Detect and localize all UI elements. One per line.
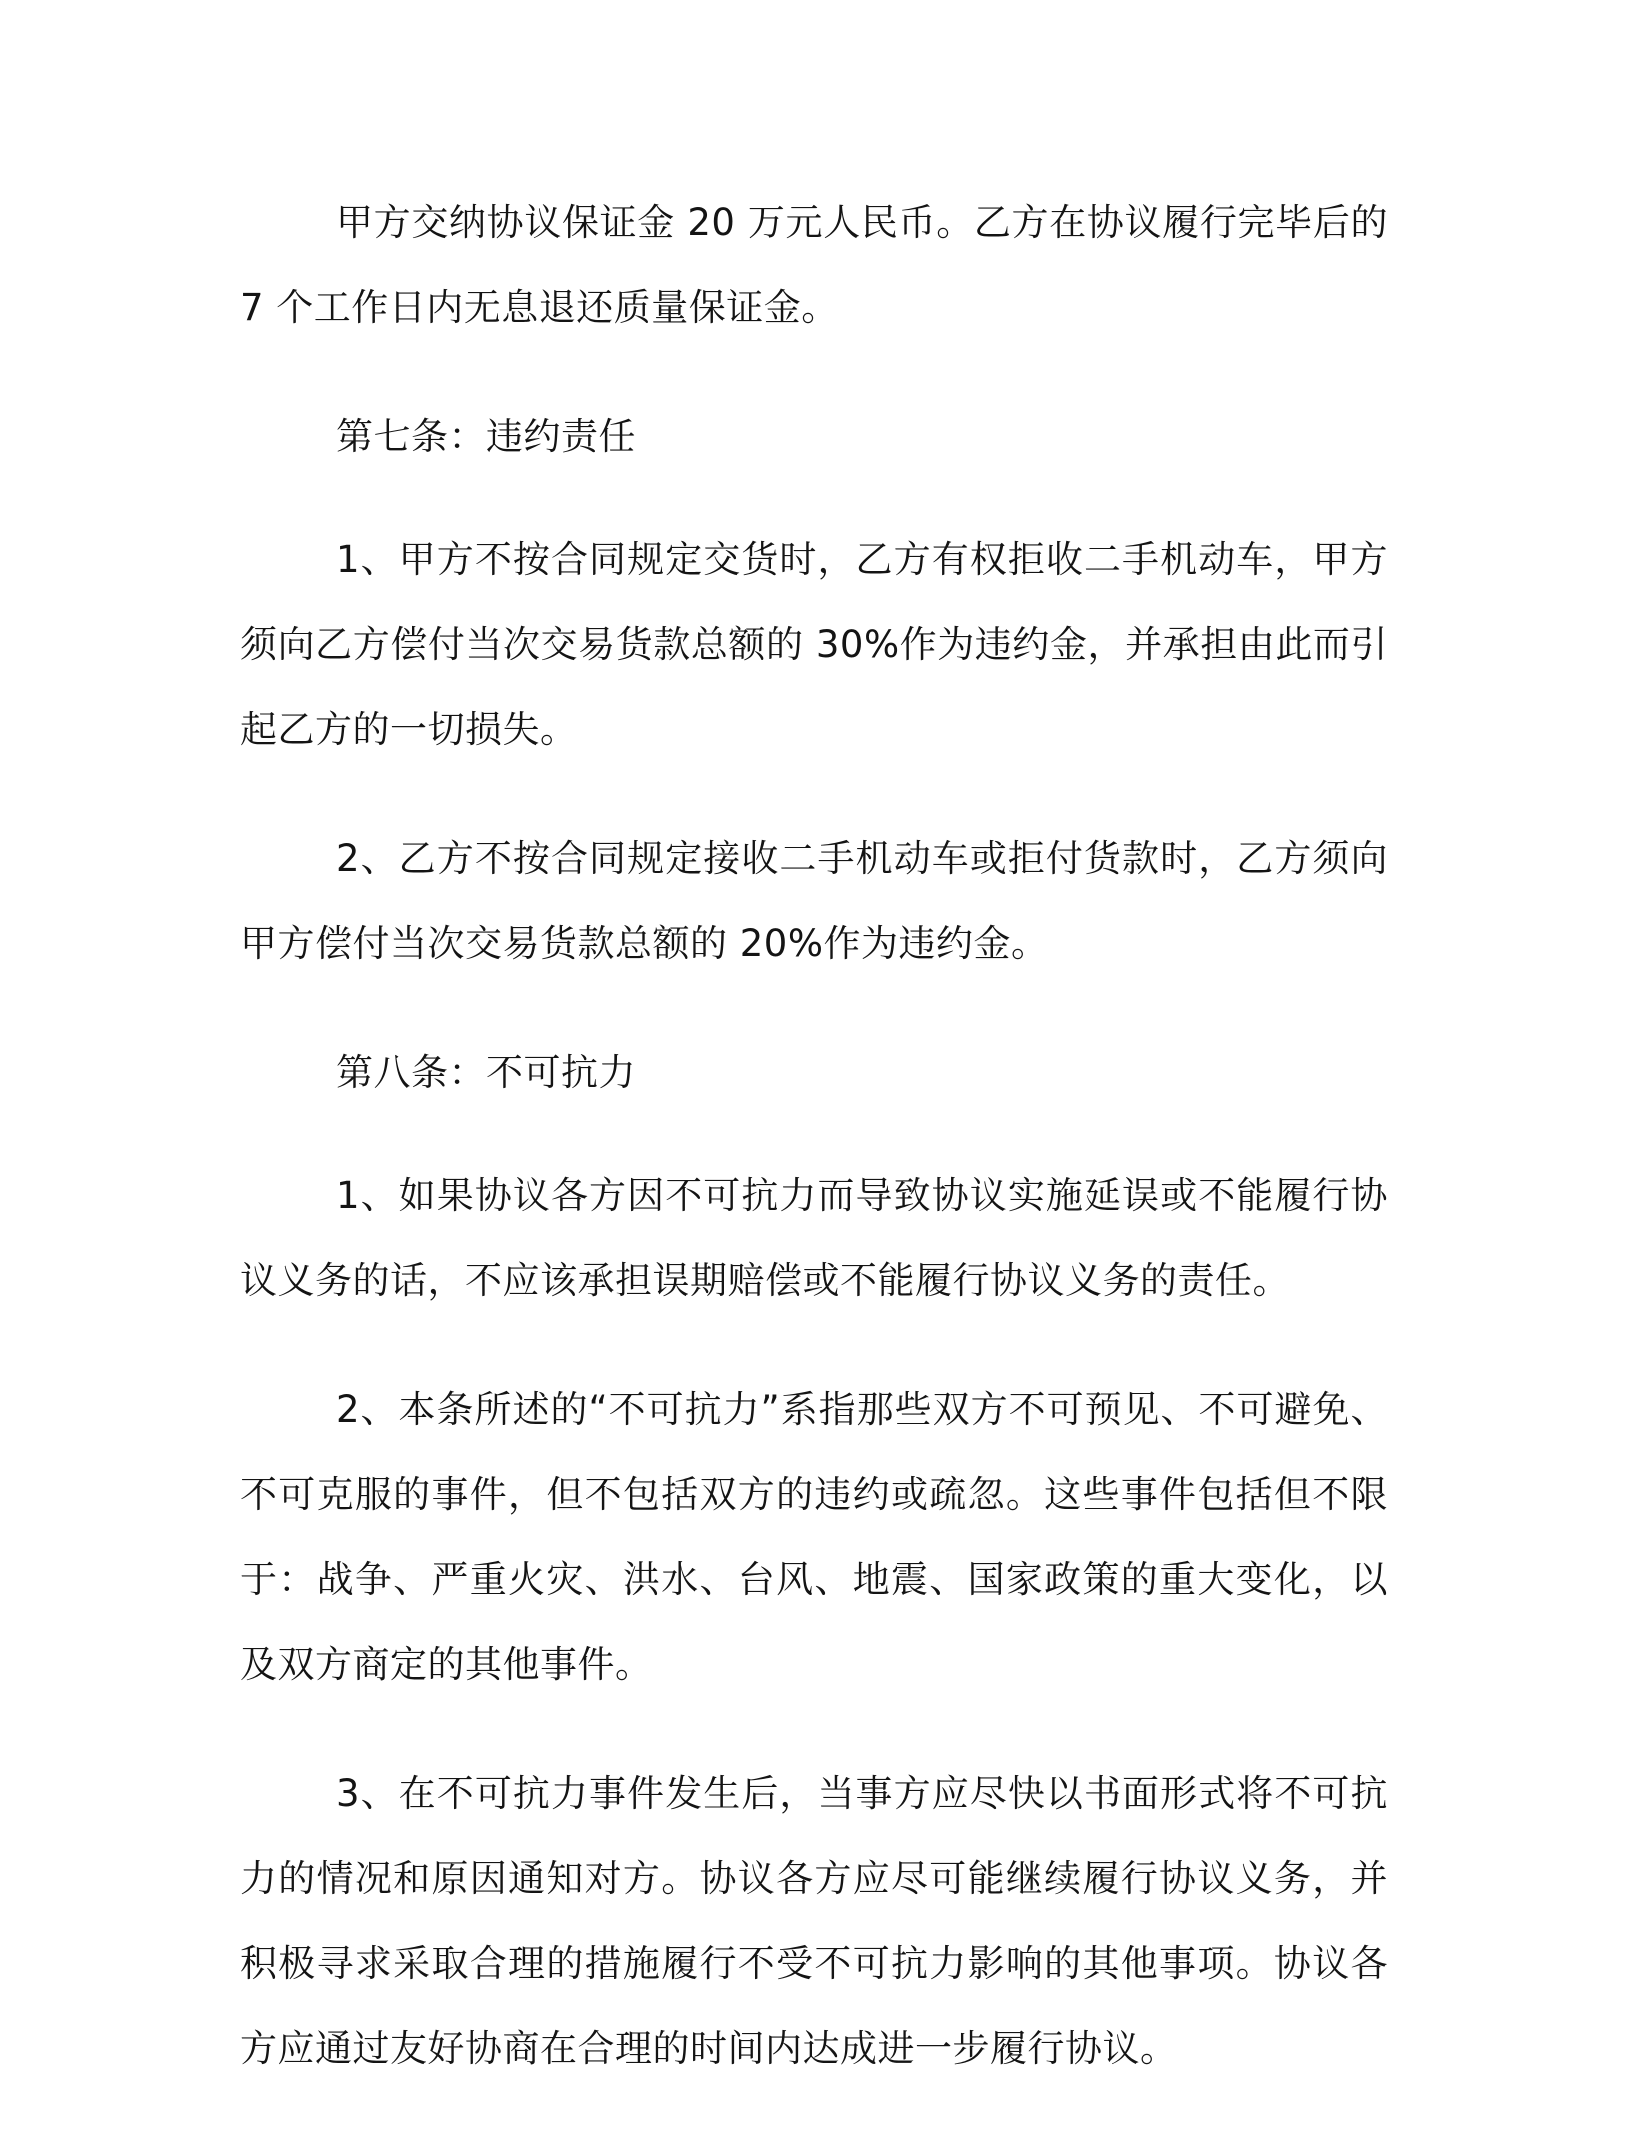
article-7-clause-2: 2、乙方不按合同规定接收二手机动车或拒付货款时，乙方须向甲方偿付当次交易货款总额的 20%作为违约金。 xyxy=(240,837,1388,965)
article-8-heading: 第八条：不可抗力 xyxy=(336,1051,636,1094)
article-7-clause-1: 1、甲方不按合同规定交货时，乙方有权拒收二手机动车，甲方须向乙方偿付当次交易货款总额的 30%作为违约金，并承担由此而引起乙方的一切损失。 xyxy=(240,538,1388,751)
document-page xyxy=(240,180,1388,2135)
article-7-heading: 第七条：违约责任 xyxy=(336,415,636,458)
deposit-paragraph: 甲方交纳协议保证金 20 万元人民币。乙方在协议履行完毕后的 7 个工作日内无息退还质量保证金。 xyxy=(240,201,1388,329)
article-8-clause-1: 1、如果协议各方因不可抗力而导致协议实施延误或不能履行协议义务的话，不应该承担误期赔偿或不能履行协议义务的责任。 xyxy=(240,1174,1388,1302)
article-8-clause-2: 2、本条所述的“不可抗力”系指那些双方不可预见、不可避免、不可克服的事件，但不包括双方的违约或疏忽。这些事件包括但不限于：战争、严重火灾、洪水、台风、地震、国家政策的重大变化，以及双方商定的其他事件。 xyxy=(240,1388,1388,1686)
article-8-clause-3: 3、在不可抗力事件发生后，当事方应尽快以书面形式将不可抗力的情况和原因通知对方。协议各方应尽可能继续履行协议义务，并积极寻求采取合理的措施履行不受不可抗力影响的其他事项。协议各方应通过友好协商在合理的时间内达成进一步履行协议。 xyxy=(240,1772,1388,2070)
